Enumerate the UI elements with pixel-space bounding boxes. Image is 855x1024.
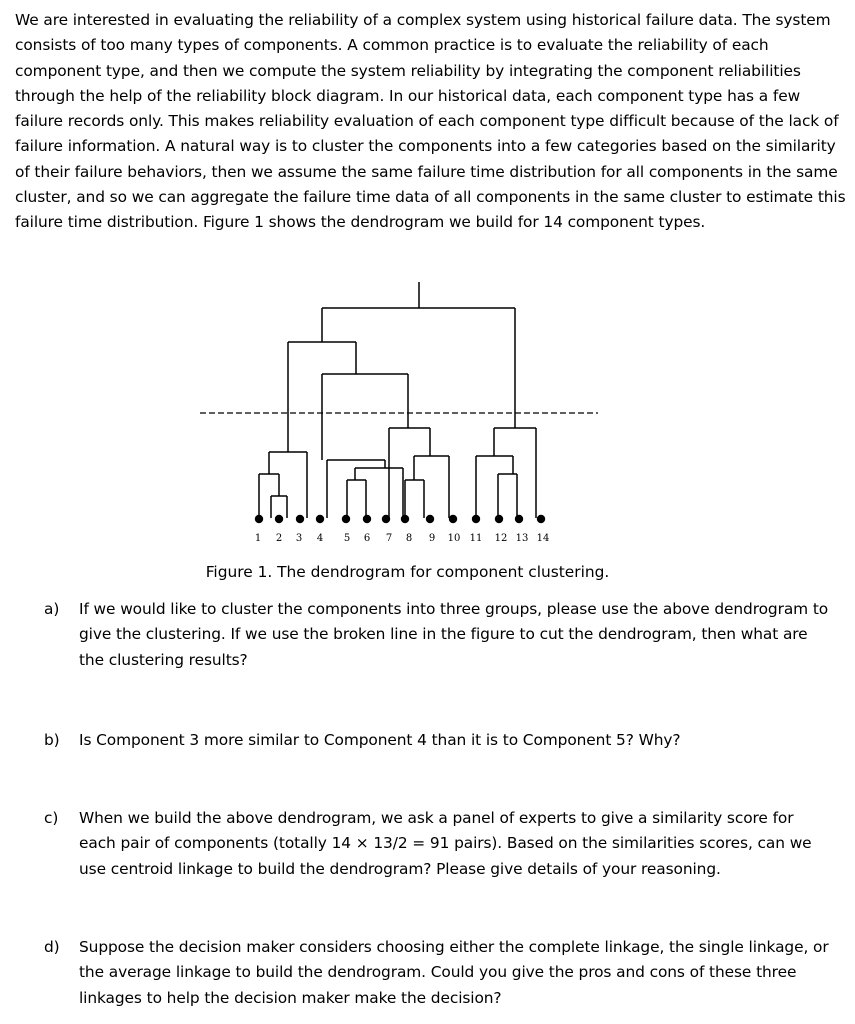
dendrogram-svg: [0, 270, 855, 560]
question-d-label: d): [44, 938, 60, 956]
leaf-label-5: 5: [343, 533, 351, 544]
leaf-label-6: 6: [363, 533, 371, 544]
leaf-markers: [255, 515, 545, 523]
leaf-label-14: 14: [536, 533, 550, 544]
leaf-node-5: [342, 515, 350, 523]
question-a-label: a): [44, 600, 60, 618]
question-c: [44, 806, 834, 882]
dendrogram-figure: [0, 270, 855, 560]
figure-caption: Figure 1. The dendrogram for component clustering.: [205, 563, 610, 581]
leaf-label-10: 10: [447, 533, 461, 544]
leaf-node-13: [515, 515, 523, 523]
leaf-node-10: [449, 515, 457, 523]
intro-paragraph: We are interested in evaluating the reliability of a complex system using historical failure data. The system consists of too many types of components. A common practice is to evaluate the reliability of each component type, and then we compute the system reliability by integrating the component reliabilities through the help of the reliability block diagram. In our historical data, each component type has a few failure records only. This makes reliability evaluation of each component type difficult because of the lack of failure information. A natural way is to cluster the components into a few categories based on the similarity of their failure behaviors, then we assume the same failure time distribution for all components in the same cluster, and so we can aggregate the failure time data of all components in the same cluster to estimate this failure time distribution. Figure 1 shows the dendrogram we build for 14 component types.: [15, 11, 846, 232]
leaf-label-3: 3: [295, 533, 303, 544]
leaf-label-7: 7: [385, 533, 393, 544]
leaf-node-8: [401, 515, 409, 523]
leaf-label-11: 11: [469, 533, 483, 544]
question-d: [44, 935, 834, 1011]
question-b-text: Is Component 3 more similar to Component 4 than it is to Component 5? Why?: [79, 731, 681, 749]
leaf-node-2: [275, 515, 283, 523]
leaf-node-12: [495, 515, 503, 523]
leaf-label-1: 1: [254, 533, 262, 544]
leaf-label-group: [255, 533, 550, 544]
leaf-node-1: [255, 515, 263, 523]
leaf-label-4: 4: [316, 533, 324, 544]
leaf-node-9: [426, 515, 434, 523]
leaf-label-12: 12: [494, 533, 508, 544]
question-c-text: When we build the above dendrogram, we ask a panel of experts to give a similarity score for each pair of components (totally 14 × 13/2 = 91 pairs). Based on the similarities scores, can we use centroid linkage to build the dendrogram? Please give details of your reasoning.: [79, 809, 812, 878]
leaf-node-11: [472, 515, 480, 523]
question-a-text: If we would like to cluster the components into three groups, please use the above dendrogram to give the clustering. If we use the broken line in the figure to cut the dendrogram, then what are the clustering results?: [79, 600, 829, 669]
leaf-node-6: [363, 515, 371, 523]
question-b: [44, 728, 834, 753]
question-c-label: c): [44, 809, 59, 827]
question-a: [44, 597, 834, 673]
leaf-label-13: 13: [515, 533, 529, 544]
leaf-label-8: 8: [405, 533, 413, 544]
question-d-text: Suppose the decision maker considers choosing either the complete linkage, the single linkage, or the average linkage to build the dendrogram. Could you give the pros and cons of these three linkages to help the decision maker make the decision?: [79, 938, 829, 1007]
leaf-label-2: 2: [275, 533, 283, 544]
leaf-node-3: [296, 515, 304, 523]
leaf-node-4: [316, 515, 324, 523]
leaf-label-9: 9: [428, 533, 436, 544]
leaf-node-14: [537, 515, 545, 523]
leaf-node-7: [382, 515, 390, 523]
question-b-label: b): [44, 731, 60, 749]
